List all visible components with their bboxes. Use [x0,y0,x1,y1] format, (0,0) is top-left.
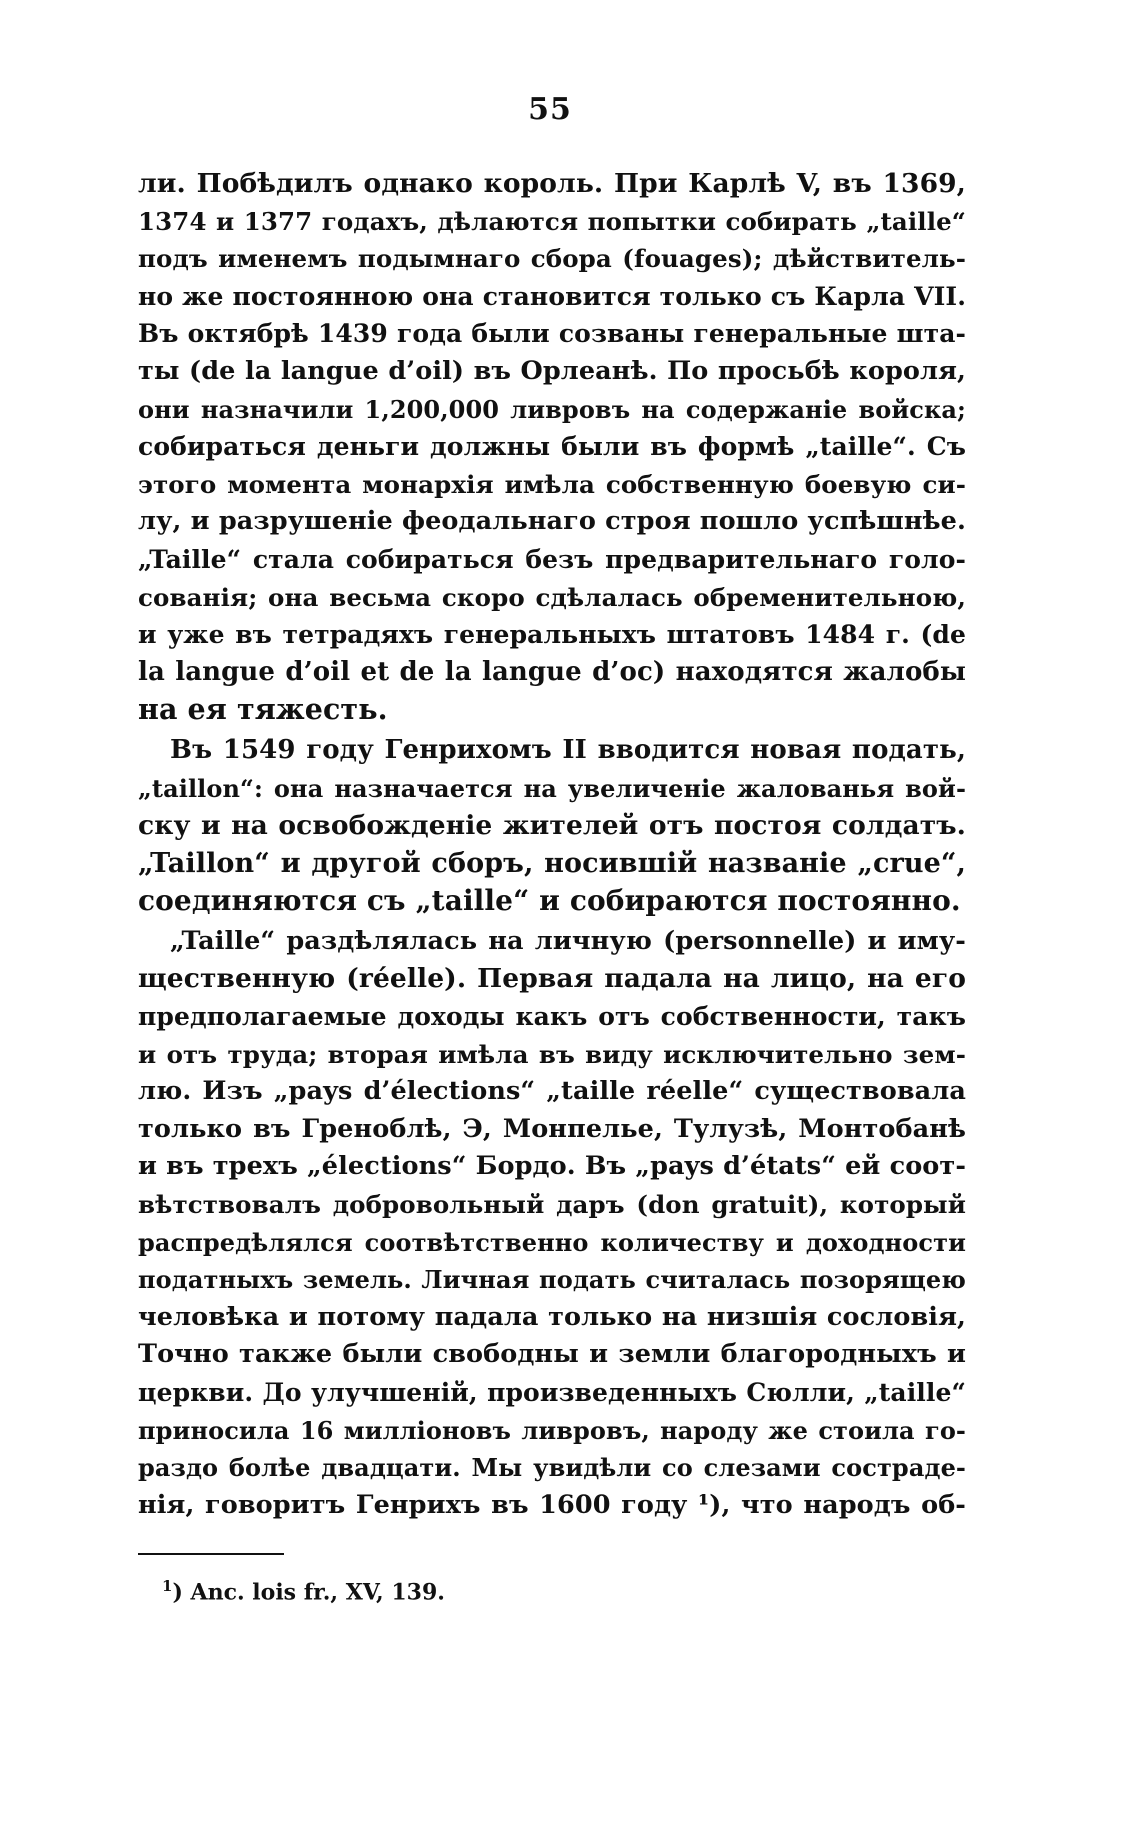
text-line: щественную (réelle). Первая падала на лицо, на его [138,963,966,995]
text-line: только въ Греноблѣ, Э, Монпелье, Тулузѣ, Монтобанѣ [138,1113,966,1144]
text-line: соединяются съ „taille“ и собираются постоянно. [138,884,961,918]
text-line: подъ именемъ подымнаго сбора (fouages); дѣйствитель- [138,244,966,274]
text-line: раздо болѣе двадцати. Мы увидѣли со слезами состраде- [138,1453,966,1483]
main-text [138,165,966,1524]
text-line: собираться деньги должны были въ формѣ „taille“. Съ [138,432,966,462]
text-line: но же постоянною она становится только съ Карла VII. [138,281,966,311]
text-line: „Taillon“ и другой сборъ, носившій названіе „crue“, [138,847,966,879]
paragraph-1 [138,165,966,729]
text-line: распредѣлялся соотвѣтственно количеству и доходности [138,1227,966,1257]
text-line: и уже въ тетрадяхъ генеральныхъ штатовъ 1484 г. (de [138,620,966,650]
text-line: Въ октябрѣ 1439 года были созваны генеральные шта- [138,319,966,349]
text-line: приносила 16 милліоновъ ливровъ, народу же стоила го- [138,1415,966,1445]
text-line: человѣка и потому падала только на низшія сословія, [138,1301,966,1332]
footnote [162,1577,445,1605]
paragraph-3 [138,923,966,1525]
text-line: Въ 1549 году Генрихомъ II вводится новая подать, [170,734,966,765]
text-line: лю. Изъ „pays d’élections“ „taille réelle“ существовала [138,1076,966,1107]
text-line: и отъ труда; вторая имѣла въ виду исключительно зем- [138,1039,966,1069]
text-line: предполагаемые доходы какъ отъ собственности, такъ [138,1002,966,1032]
paragraph-2 [138,732,966,920]
text-line: церкви. До улучшеній, произведенныхъ Сюлли, „taille“ [138,1378,966,1407]
text-line: „Taille“ стала собираться безъ предварительнаго голо- [138,544,966,574]
text-line: на ея тяжесть. [138,692,388,727]
text-line: la langue d’oil et de la langue d’oc) находятся жалобы [138,656,966,687]
text-line: податныхъ земель. Личная подать считалась позорящею [138,1265,966,1295]
text-line: ску и на освобожденіе жителей отъ постоя солдатъ. [138,810,966,842]
text-line: вѣтствовалъ добровольный даръ (don gratuit), который [138,1190,966,1220]
page-number: 55 [528,92,572,127]
text-line: сованія; она весьма скоро сдѣлалась обременительною, [138,582,966,612]
text-line: нія, говоритъ Генрихъ въ 1600 году ¹), что народъ об- [138,1489,966,1520]
text-line: и въ трехъ „élections“ Бордо. Въ „pays d’états“ ей соот- [138,1151,966,1182]
text-line: этого момента монархія имѣла собственную боевую си- [138,469,966,499]
footnote-divider [138,1553,284,1555]
text-line: Точно также были свободны и земли благородныхъ и [138,1339,966,1370]
text-line: „taillon“: она назначается на увеличеніе жалованья вой- [138,773,966,803]
footnote-text: ) Anc. lois fr., XV, 139. [172,1579,445,1606]
text-line: они назначили 1,200,000 ливровъ на содержаніе войска; [138,394,966,424]
text-line: лу, и разрушеніе феодальнаго строя пошло успѣшнѣе. [138,506,966,537]
footnote-marker: 1 [162,1577,173,1595]
text-line: ли. Побѣдилъ однако король. При Карлѣ V, въ 1369, [138,168,966,199]
text-line: „Taille“ раздѣлялась на личную (personnelle) и иму- [170,925,966,956]
text-line: 1374 и 1377 годахъ, дѣлаются попытки собирать „taille“ [138,206,966,236]
text-line: ты (de la langue d’oil) въ Орлеанѣ. По просьбѣ короля, [138,355,966,386]
